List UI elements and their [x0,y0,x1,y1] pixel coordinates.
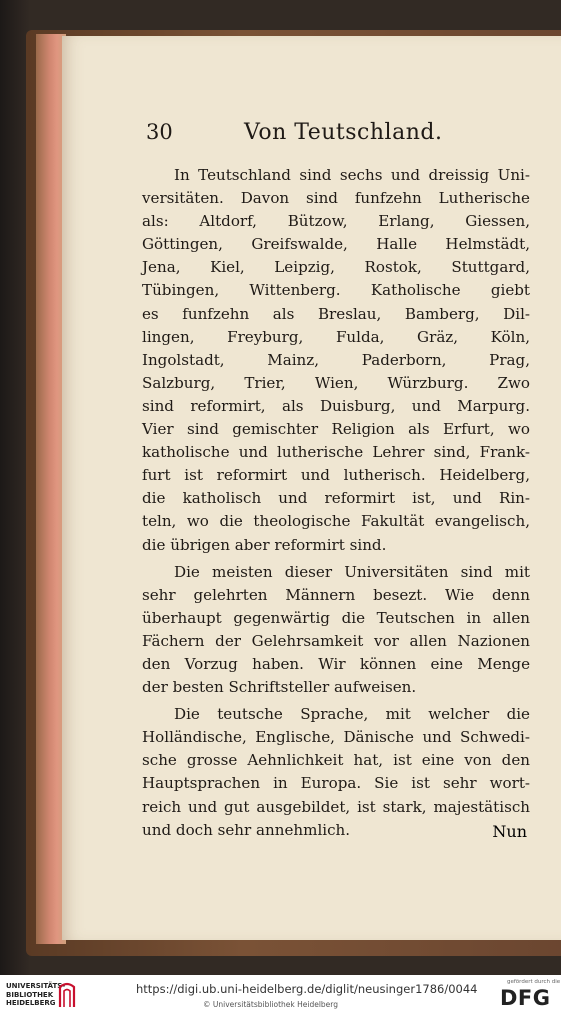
text-line: In Teutschland sind sechs und dreissig Uni- [174,166,530,184]
text-line: als: Altdorf, Bützow, Erlang, Giessen, [142,212,530,231]
dfg-caption: gefördert durch die [507,979,561,985]
text-line: lingen, Freyburg, Fulda, Gräz, Köln, [142,327,530,346]
text-line: versitäten. Davon sind funfzehn Lutherische [142,189,530,208]
page-header [86,118,526,158]
running-head: Von Teutschland. [244,120,443,145]
text-line: sehr gelehrten Männern besezt. Wie denn [142,585,530,604]
text-line: überhaupt gegenwärtig die Teutschen in allen [142,608,530,627]
text-line: Tübingen, Wittenberg. Katholische giebt [142,281,530,300]
permalink-url[interactable]: https://digi.ub.uni-heidelberg.de/diglit/neusinger1786/0044 [136,982,478,996]
page-content [86,40,530,846]
paragraph-3 [142,703,530,842]
text-line: die übrigen aber reformirt sind. [142,535,387,554]
body-text [142,164,530,842]
text-line: sche grosse Aehnlichkeit hat, ist eine von den [142,751,530,770]
text-line: reich und gut ausgebildet, ist stark, majestätisch [142,797,530,816]
paragraph-2 [142,561,530,700]
text-line: und doch sehr annehmlich. [142,820,351,839]
text-line: die katholisch und reformirt ist, und Rin- [142,489,530,508]
ub-heidelberg-logo-icon[interactable] [58,981,76,1009]
text-line: Hauptsprachen in Europa. Sie ist sehr wort- [142,774,530,793]
text-line: den Vorzug haben. Wir können eine Menge [142,654,530,673]
text-line: sind reformirt, als Duisburg, und Marpurg. [142,396,530,415]
text-line: Die meisten dieser Universitäten sind mit [174,562,530,581]
text-line: der besten Schriftsteller aufweisen. [142,678,417,697]
text-line: Fächern der Gelehrsamkeit vor allen Nazionen [142,631,530,650]
text-line: furt ist reformirt und lutherisch. Heidelberg, [142,466,530,485]
logo-line: UNIVERSITÄTS- [6,982,66,990]
text-line: Ingolstadt, Mainz, Paderborn, Prag, [142,350,530,369]
text-line: Salzburg, Trier, Wien, Würzburg. Zwo [142,373,530,392]
text-line: Die teutsche Sprache, mit welcher die [174,705,530,724]
text-line: Vier sind gemischter Religion als Erfurt, wo [142,420,530,439]
text-line: teln, wo die theologische Fakultät evangelisch, [142,512,530,531]
text-line: es funfzehn als Breslau, Bamberg, Dil- [142,304,530,323]
text-line: katholische und lutherische Lehrer sind, Frank- [142,443,530,462]
ub-heidelberg-logo-text[interactable] [6,982,65,1008]
text-line: Jena, Kiel, Leipzig, Rostok, Stuttgard, [142,258,530,277]
catchword: Nun [492,822,527,841]
logo-line: BIBLIOTHEK [6,990,54,999]
dfg-logo[interactable]: DFG [500,986,551,1010]
logo-line: HEIDELBERG [6,999,56,1007]
paragraph-1 [142,164,530,557]
copyright-notice: © Universitätsbibliothek Heidelberg [203,1000,339,1009]
page-number: 30 [146,120,173,144]
viewer-footer [0,975,561,1016]
text-line: Holländische, Englische, Dänische und Schwedi- [142,728,530,747]
text-line: Göttingen, Greifswalde, Halle Helmstädt, [142,235,530,254]
